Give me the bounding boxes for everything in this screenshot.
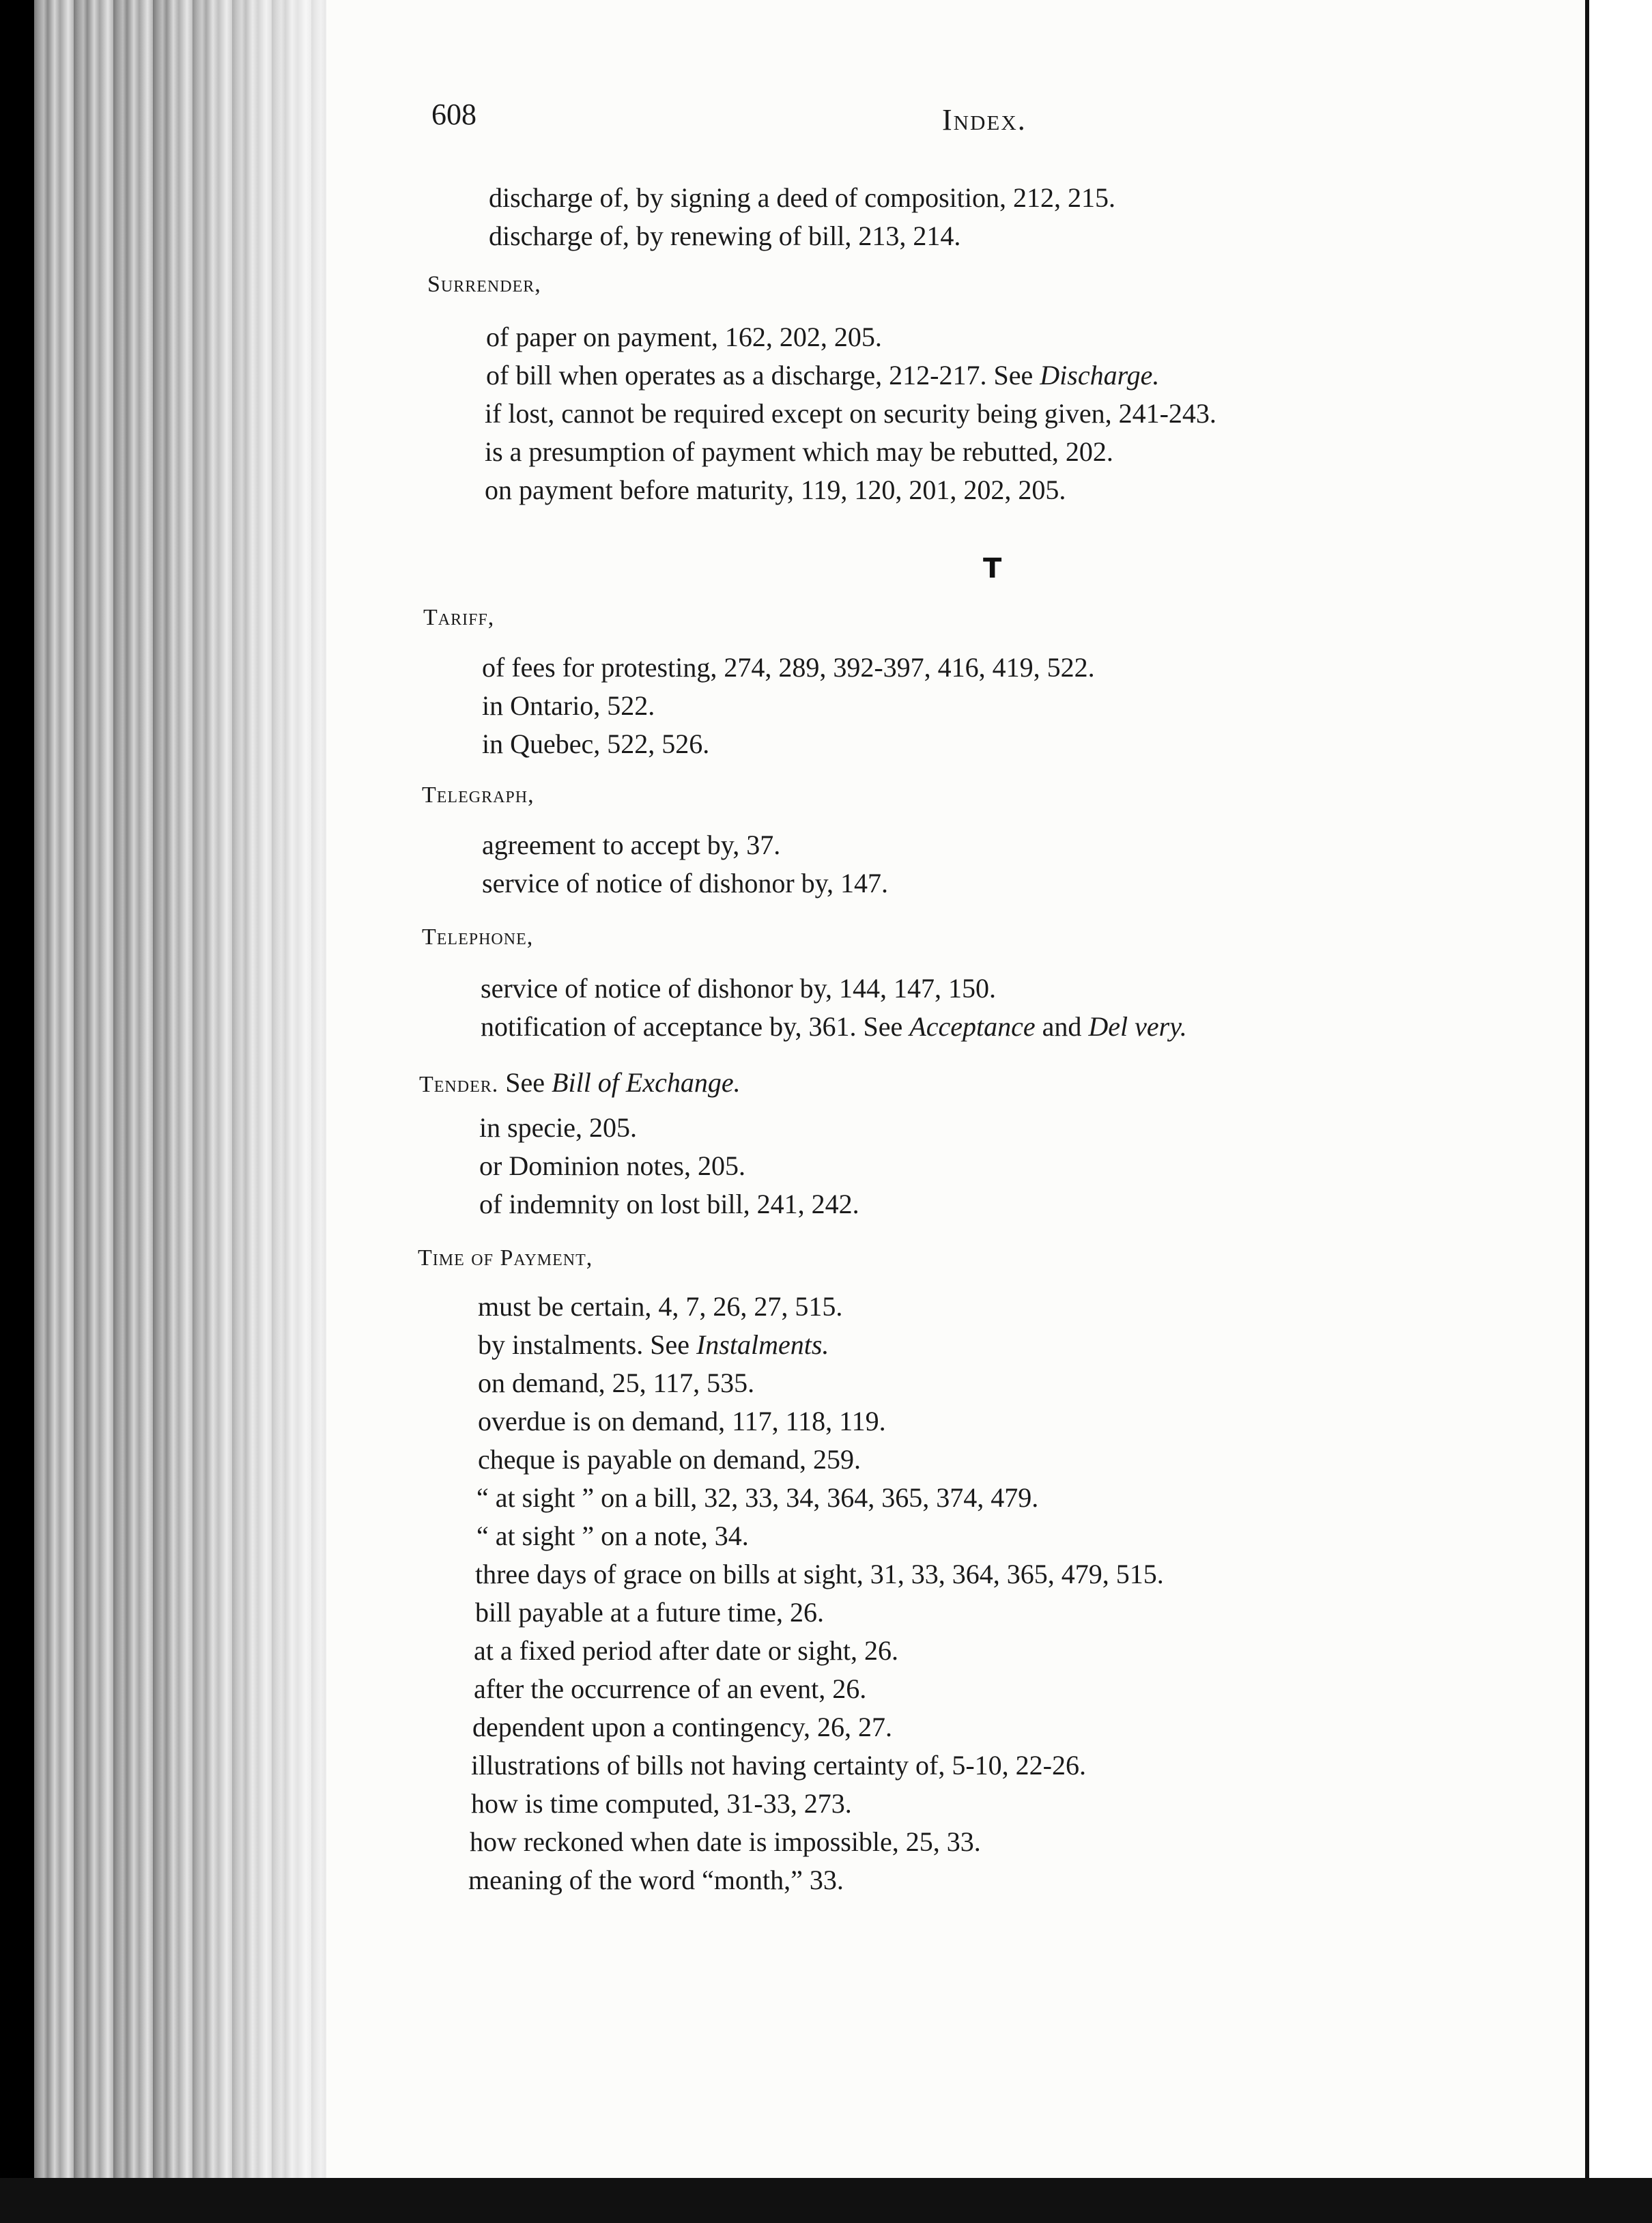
index-subentry: of bill when operates as a discharge, 212-217. See Discharge. — [486, 360, 1160, 391]
index-subentry: of fees for protesting, 274, 289, 392-397, 416, 419, 522. — [482, 652, 1095, 683]
index-subentry: bill payable at a future time, 26. — [475, 1597, 824, 1628]
index-heading-time-of-payment: Time of Payment, — [418, 1245, 593, 1271]
index-heading-tender: Tender. See Bill of Exchange. — [419, 1067, 741, 1098]
index-subentry: in Ontario, 522. — [482, 690, 655, 721]
index-subentry: illustrations of bills not having certainty of, 5-10, 22-26. — [471, 1750, 1086, 1781]
index-subentry: discharge of, by renewing of bill, 213, 214. — [489, 221, 961, 251]
index-heading-telephone: Telephone, — [422, 924, 534, 950]
cross-reference: Discharge. — [1040, 360, 1160, 391]
cross-reference: Acceptance — [909, 1011, 1036, 1042]
index-subentry: by instalments. See Instalments. — [478, 1329, 829, 1360]
index-subentry: meaning of the word “month,” 33. — [468, 1865, 844, 1895]
index-subentry: of indemnity on lost bill, 241, 242. — [479, 1189, 859, 1219]
cross-reference: Bill of Exchange. — [552, 1067, 741, 1098]
page-gutter-shadow — [157, 0, 334, 2178]
index-subentry: in Quebec, 522, 526. — [482, 728, 710, 759]
index-subentry: on demand, 25, 117, 535. — [478, 1368, 755, 1398]
index-heading-surrender: Surrender, — [427, 272, 541, 297]
index-heading-telegraph: Telegraph, — [422, 782, 535, 808]
index-subentry: “ at sight ” on a note, 34. — [476, 1520, 749, 1551]
index-subentry: of paper on payment, 162, 202, 205. — [486, 322, 882, 352]
index-subentry: service of notice of dishonor by, 144, 147, 150. — [481, 973, 997, 1004]
cross-reference: Del very. — [1088, 1011, 1187, 1042]
index-subentry: notification of acceptance by, 361. See Acceptance and Del very. — [481, 1011, 1187, 1042]
index-subentry: at a fixed period after date or sight, 26. — [474, 1635, 898, 1666]
scan-bottom-edge — [0, 2178, 1652, 2223]
page-title: Index. — [942, 103, 1027, 137]
index-subentry: “ at sight ” on a bill, 32, 33, 34, 364, 365, 374, 479. — [476, 1482, 1039, 1513]
index-subentry: after the occurrence of an event, 26. — [474, 1673, 867, 1704]
index-subentry: how reckoned when date is impossible, 25, 33. — [470, 1826, 981, 1857]
page-number: 608 — [431, 98, 476, 131]
index-subentry: how is time computed, 31-33, 273. — [471, 1788, 852, 1819]
scan-margin — [1589, 0, 1652, 2223]
index-subentry: agreement to accept by, 37. — [482, 830, 781, 860]
index-subentry: dependent upon a contingency, 26, 27. — [472, 1712, 893, 1742]
index-subentry: in specie, 205. — [479, 1112, 638, 1143]
index-subentry: must be certain, 4, 7, 26, 27, 515. — [478, 1291, 843, 1322]
index-subentry: cheque is payable on demand, 259. — [478, 1444, 861, 1475]
index-subentry: overdue is on demand, 117, 118, 119. — [478, 1406, 886, 1436]
cross-reference: Instalments. — [696, 1329, 829, 1360]
index-subentry: three days of grace on bills at sight, 31, 33, 364, 365, 479, 515. — [475, 1559, 1164, 1589]
index-subentry: or Dominion notes, 205. — [479, 1150, 745, 1181]
index-subentry: on payment before maturity, 119, 120, 201, 202, 205. — [485, 475, 1066, 505]
index-subentry: service of notice of dishonor by, 147. — [482, 868, 889, 898]
index-subentry: if lost, cannot be required except on security being given, 241-243. — [485, 398, 1216, 429]
section-letter: T — [983, 553, 1002, 584]
index-subentry: is a presumption of payment which may be rebutted, 202. — [485, 436, 1113, 467]
index-heading-tariff: Tariff, — [423, 605, 495, 630]
index-subentry: discharge of, by signing a deed of composition, 212, 215. — [489, 182, 1116, 213]
